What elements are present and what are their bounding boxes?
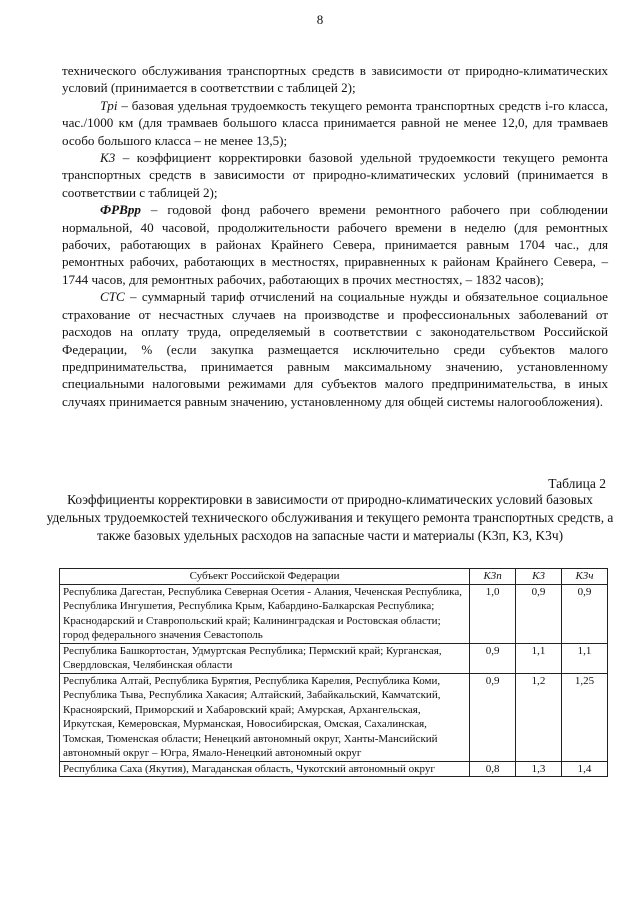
table-caption: Таблица 2: [548, 476, 606, 491]
cell-k3: 1,3: [516, 761, 562, 777]
cell-k3p: 1,0: [470, 584, 516, 643]
paragraph-frv: [62, 201, 608, 288]
cell-k3p: 0,9: [470, 673, 516, 761]
paragraph-ctc-text: – суммарный тариф отчислений на социальные нужды и обязательное социальное страхование от несчастных случаев на производстве и профессиональных заболеваний от расходов на оплату труда, определяемый в соответствии с законодательством Российской Федерации, % (если закупка размещается исключительно среди субъектов малого предпринимательства, принимается равным максимальному значению, установленному специальными налоговыми режимами для субъектов малого предпринимательства, в иных случаях принимается равным значению, установленному для общей системы налогообложения).: [62, 289, 608, 409]
paragraph-continuation: технического обслуживания транспортных средств в зависимости от природно-климатических условий (принимается в соответствии с таблицей 2);: [62, 63, 608, 96]
cell-subject: Республика Башкортостан, Удмуртская Республика; Пермский край; Курганская, Свердловская, Челябинская области: [60, 643, 470, 673]
cell-k3ch: 0,9: [562, 584, 608, 643]
paragraph-frv-text: – годовой фонд рабочего времени ремонтного рабочего при соблюдении нормальной, 40 часовой, продолжительности рабочего времени в неделю (для ремонтных рабочих, работающих в районах Крайнего Севера, принимается равным 1704 час., для ремонтных рабочих, работающих в местностях, приравненных к районам Крайнего Севера, – 1744 часов, для ремонтных рабочих, работающих в прочих местностях, – 1832 часов);: [62, 202, 608, 287]
cell-subject: Республика Дагестан, Республика Северная Осетия - Алания, Чеченская Республика, Республика Ингушетия, Республика Крым, Кабардино-Балкарская Республика; Краснодарский и Ставропольский край; Калининградская и Ростовская области; город федерального значения Севастополь: [60, 584, 470, 643]
paragraph-k3: [62, 149, 608, 201]
page-number: 8: [316, 12, 324, 27]
paragraph-tpi-text: – базовая удельная трудоемкость текущего ремонта транспортных средств i-го класса, час./1000 км (для трамваев большого класса принимается равной не менее 12,0, для трамваев особо большого класса – не менее 13,5);: [62, 97, 608, 148]
paragraph-k3-text: – коэффициент корректировки базовой удельной трудоемкости текущего ремонта транспортных средств в зависимости от природно-климатических условий (принимается в соответствии с таблицей 2);: [62, 150, 608, 200]
cell-k3: 1,2: [516, 673, 562, 761]
cell-k3ch: 1,25: [562, 673, 608, 761]
paragraph-ctc: [62, 288, 608, 410]
symbol-frv: ФРВрр: [100, 202, 141, 218]
table-header-row: [60, 569, 608, 585]
table-row: [60, 673, 608, 761]
symbol-ctc: CTC: [100, 289, 125, 305]
symbol-k3: K3: [100, 150, 116, 166]
cell-k3: 1,1: [516, 643, 562, 673]
table-row: [60, 761, 608, 777]
cell-k3: 0,9: [516, 584, 562, 643]
header-k3p: K3п: [470, 569, 516, 585]
header-k3ch: K3ч: [562, 569, 608, 585]
table-title: Коэффициенты корректировки в зависимости от природно-климатических условий базовых удельных трудоемкостей технического обслуживания и текущего ремонта транспортных средств, а также базовых удельных расходов на запасные части и материалы (K3п, K3, K3ч): [46, 492, 614, 544]
body-text: [62, 62, 608, 410]
coefficients-table: [59, 568, 608, 777]
cell-k3ch: 1,1: [562, 643, 608, 673]
cell-subject: Республика Саха (Якутия), Магаданская область, Чукотский автономный округ: [60, 761, 470, 777]
header-k3: K3: [516, 569, 562, 585]
cell-k3p: 0,9: [470, 643, 516, 673]
cell-k3ch: 1,4: [562, 761, 608, 777]
paragraph-tpi: [62, 97, 608, 149]
table-row: [60, 584, 608, 643]
cell-k3p: 0,8: [470, 761, 516, 777]
cell-subject: Республика Алтай, Республика Бурятия, Республика Карелия, Республика Коми, Республика Тыва, Республика Хакасия; Алтайский, Забайкальский, Камчатский, Красноярский, Приморский и Хабаровский край; Амурская, Архангельская, Иркутская, Кемеровская, Мурманская, Новосибирская, Омская, Сахалинская, Томская, Тюменская области; Ненецкий автономный округ, Ханты-Мансийский автономный округ – Югра, Ямало-Ненецкий автономный округ: [60, 673, 470, 761]
table-row: [60, 643, 608, 673]
header-subject: Субъект Российской Федерации: [60, 569, 470, 585]
symbol-tpi: Tpi: [100, 97, 118, 113]
